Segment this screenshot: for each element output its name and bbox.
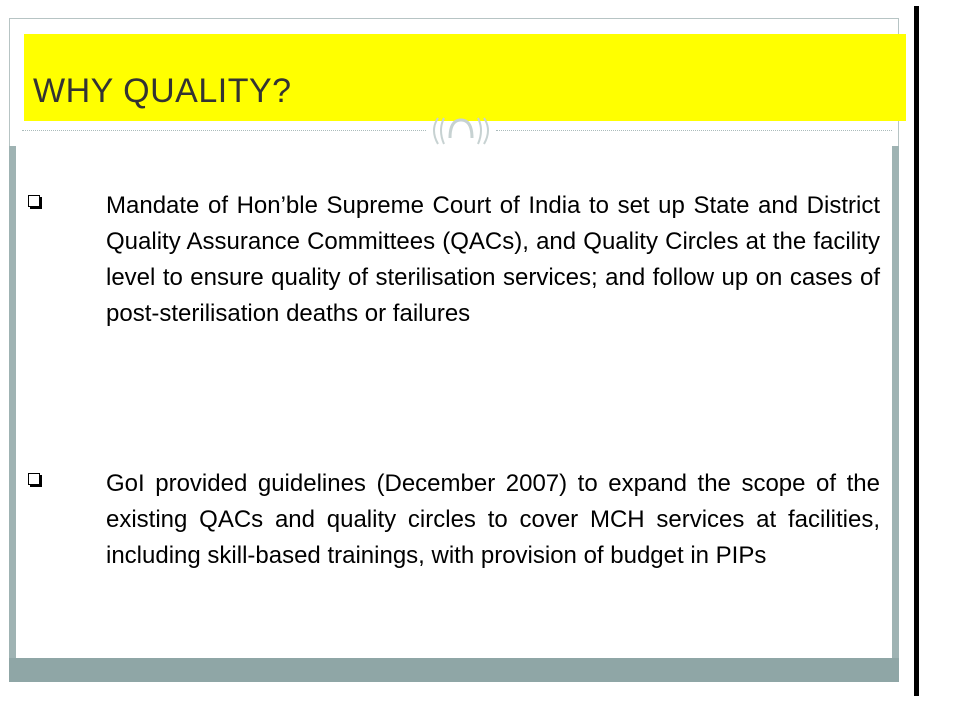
- slide-title: WHY QUALITY?: [33, 72, 292, 110]
- checkbox-bullet-icon: [28, 473, 40, 485]
- checkbox-bullet-icon: [28, 195, 40, 207]
- right-edge-line: [914, 6, 919, 696]
- divider-ornament-icon: [428, 112, 494, 152]
- content-panel-right-bar: [892, 146, 899, 660]
- bullet-text-1: Mandate of Hon’ble Supreme Court of India to set up State and District Quality Assurance Committees (QACs), and Quality Circles at the facility level to ensure quality of sterilisation services; and follow up on cases of post-sterilisation deaths or failures: [106, 192, 880, 327]
- title-divider-left: [22, 130, 426, 131]
- bullet-text-2: GoI provided guidelines (December 2007) to expand the scope of the existing QACs and quality circles to cover MCH services at facilities, including skill-based trainings, with provision of budget in PIPs: [106, 470, 880, 569]
- slide-bottom-bar: [9, 658, 899, 682]
- content-panel-left-bar: [9, 146, 16, 660]
- title-divider-right: [496, 130, 892, 131]
